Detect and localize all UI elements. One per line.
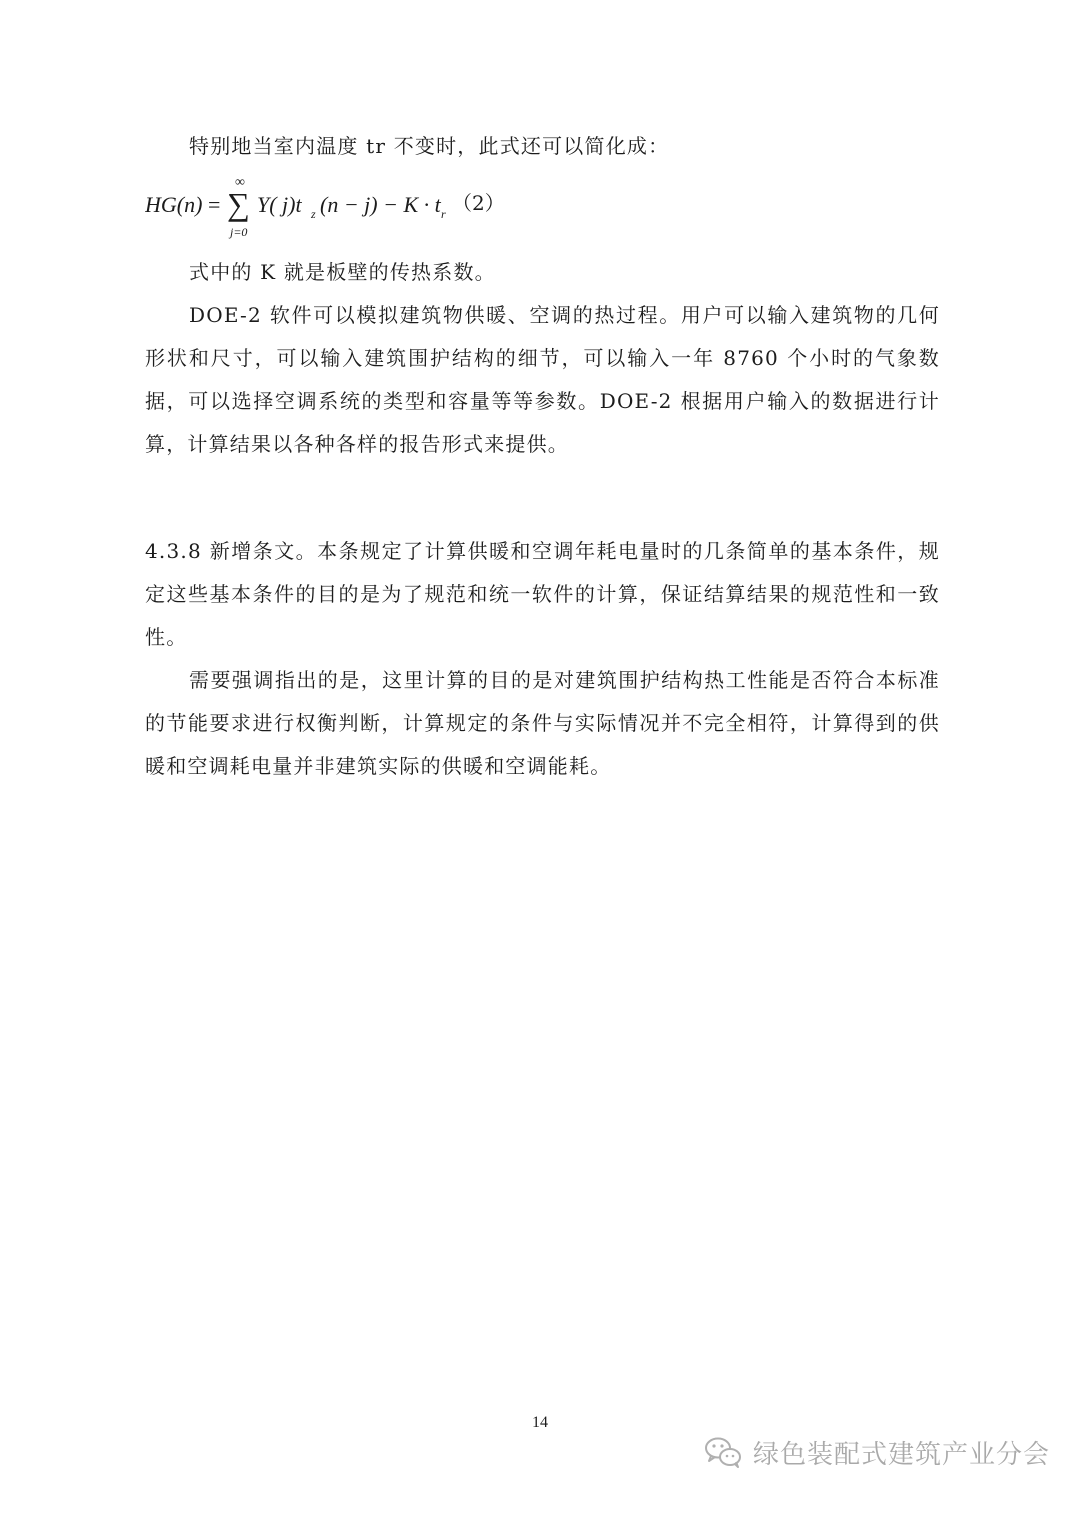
formula-upper-limit: ∞ <box>235 175 245 190</box>
formula-equals: = <box>208 192 221 217</box>
paragraph-k-definition: 式中的 K 就是板壁的传热系数。 <box>189 260 496 284</box>
formula-lower-limit: j=0 <box>230 225 248 239</box>
formula-sum-symbol: ∑ <box>227 186 250 222</box>
formula-hg <box>145 172 565 242</box>
formula-term-y: Y( j)t <box>257 192 302 217</box>
formula-lhs: HG(n) <box>145 192 203 217</box>
paragraph-simplification-intro: 特别地当室内温度 tr 不变时，此式还可以简化成： <box>189 134 670 158</box>
paragraph-doe2: DOE-2 软件可以模拟建筑物供暖、空调的热过程。用户可以输入建筑物的几何形状和尺寸，可以输入建筑围护结构的细节，可以输入一年 8760 个小时的气象数据，可以选择空调系统的类型和容量等等参数。DOE-2 根据用户输入的数据进行计算，计算结果以各种各样的报告形式来提供。 <box>145 303 940 456</box>
paragraph-article-4-3-8: 4.3.8 新增条文。本条规定了计算供暖和空调年耗电量时的几条简单的基本条件，规定这些基本条件的目的是为了规范和统一软件的计算，保证结算结果的规范性和一致性。 <box>145 539 940 649</box>
formula-term-n: (n − j) − K · t <box>320 192 441 217</box>
page-number: 14 <box>532 1414 548 1431</box>
watermark <box>703 1432 1050 1472</box>
formula-sub-r: r <box>441 207 446 221</box>
wechat-icon <box>703 1435 743 1469</box>
watermark-text: 绿色装配式建筑产业分会 <box>752 1439 1050 1470</box>
paragraph-emphasis: 需要强调指出的是，这里计算的目的是对建筑围护结构热工性能是否符合本标准的节能要求进行权衡判断，计算规定的条件与实际情况并不完全相符，计算得到的供暖和空调耗电量并非建筑实际的供暖和空调能耗。 <box>145 668 940 778</box>
formula-sub-z: z <box>311 207 316 221</box>
formula-number: （2） <box>452 191 505 215</box>
